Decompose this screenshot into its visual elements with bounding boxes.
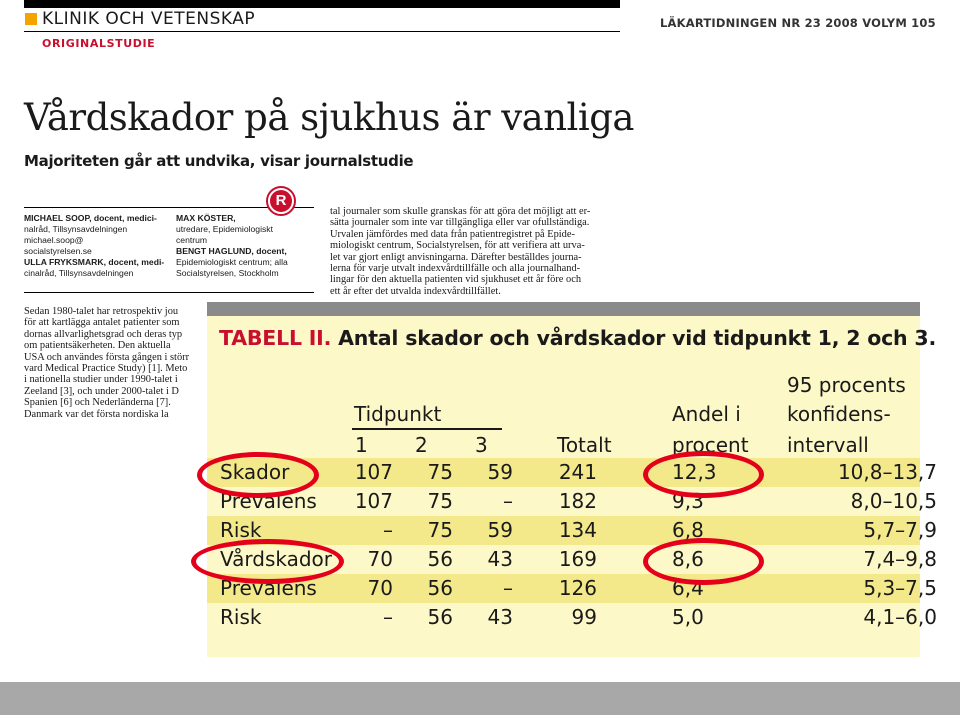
cell-ci: 10,8–13,7: [837, 460, 937, 484]
highlight-circle-skador-percent: [643, 451, 764, 498]
reviewed-badge-icon: R: [266, 186, 296, 216]
header-andel-line-2: procent: [672, 433, 749, 457]
author-line: cinalråd, Tillsynsavdelningen: [24, 268, 134, 278]
journal-issue-label: LÄKARTIDNINGEN NR 23 2008 VOLYM 105: [660, 16, 936, 30]
row-label: Prevalens: [220, 489, 317, 513]
cell-percent: 8,6: [672, 547, 704, 571]
author-line: nalråd, Tillsynsavdelningen: [24, 224, 128, 234]
body-line: sätta journaler som inte var tillgängliga eller var ofullständiga.: [330, 217, 590, 229]
author-line: Epidemiologiskt centrum; alla: [176, 257, 288, 267]
author-line: ULLA FRYKSMARK, docent, medi-: [24, 257, 165, 267]
article-subtitle: Majoriteten går att undvika, visar journalstudie: [24, 152, 414, 170]
cell-total: 126: [558, 576, 597, 600]
header-top-bar: [24, 0, 620, 8]
cell-tp2: 75: [427, 460, 453, 484]
table-title: [219, 326, 936, 350]
body-line: ett år efter det utvalda indexvårdtillfället.: [330, 285, 501, 297]
author-rule-bottom: [24, 292, 314, 293]
highlight-circle-vardskador: [191, 539, 344, 584]
header-tidpunkt-1: 1: [355, 433, 368, 457]
cell-tp2: 56: [427, 605, 453, 629]
header-tidpunkt-2: 2: [415, 433, 428, 457]
body-line: Danmark var det första nordiska la: [24, 408, 169, 420]
author-line: Socialstyrelsen, Stockholm: [176, 268, 279, 278]
cell-tp1: 70: [367, 547, 393, 571]
row-label: Risk: [220, 518, 262, 542]
slide-footer-bar: [0, 682, 960, 715]
cell-ci: 5,7–7,9: [863, 518, 937, 542]
cell-total: 241: [558, 460, 597, 484]
author-email-line: michael.soop@: [24, 235, 84, 245]
section-label: KLINIK OCH VETENSKAP: [42, 9, 256, 29]
body-line: Spanien [6] och Nederländerna [7].: [24, 397, 171, 409]
row-label: Risk: [220, 605, 262, 629]
header-tidpunkt: Tidpunkt: [354, 402, 442, 426]
authors-column-2: [176, 213, 316, 279]
body-line: om patientsäkerheten. Den aktuella: [24, 340, 171, 352]
cell-tp1: 70: [367, 576, 393, 600]
author-line: BENGT HAGLUND, docent,: [176, 246, 287, 256]
header-totalt: Totalt: [557, 433, 612, 457]
body-line: Sedan 1980-talet har retrospektiv jou: [24, 306, 179, 317]
header-ci-line-3: intervall: [787, 433, 869, 457]
cell-tp1: 107: [354, 489, 393, 513]
body-line: let var gjort enligt anvisningarna. Därefter beställdes journa-: [330, 251, 582, 263]
authors-column-1: [24, 213, 174, 279]
table-row-risk: [207, 603, 937, 632]
body-line: Urvalen jämfördes med data från patientregistret på Epide-: [330, 228, 575, 240]
table-row-prevalens: [207, 487, 937, 516]
header-tidpunkt-rule: [352, 428, 502, 430]
cell-percent: 9,3: [672, 489, 704, 513]
body-line: i nationella studier under 1990-talet i: [24, 374, 178, 386]
table-number: TABELL II.: [219, 326, 332, 350]
cell-total: 99: [571, 605, 597, 629]
row-label: Skador: [220, 460, 290, 484]
section-marker-square: [25, 13, 37, 25]
table-top-bar: [207, 302, 920, 316]
cell-ci: 8,0–10,5: [850, 489, 937, 513]
header-ci-line-1: 95 procents: [787, 373, 906, 397]
cell-tp3: 59: [487, 460, 513, 484]
cell-percent: 6,4: [672, 576, 704, 600]
body-text-left-column: [24, 306, 206, 434]
table-caption: Antal skador och vårdskador vid tidpunkt 1, 2 och 3.: [331, 326, 937, 350]
header-ci-line-2: konfidens-: [787, 402, 891, 426]
cell-tp3: –: [503, 489, 513, 513]
cell-percent: 6,8: [672, 518, 704, 542]
body-line: vard Medical Practice Study) [1]. Meto: [24, 363, 188, 375]
body-line: för att kartlägga antalet patienter som: [24, 317, 180, 329]
author-email-line: socialstyrelsen.se: [24, 246, 92, 256]
cell-tp2: 56: [427, 576, 453, 600]
header-andel-line-1: Andel i: [672, 402, 741, 426]
header-tidpunkt-3: 3: [475, 433, 488, 457]
author-line: centrum: [176, 235, 208, 245]
cell-total: 182: [558, 489, 597, 513]
highlight-circle-skador: [197, 452, 319, 498]
cell-tp3: 43: [487, 605, 513, 629]
body-line: Zeeland [3], och under 2000-talet i D: [24, 385, 179, 397]
body-line: dornas allvarlighetsgrad och deras typ: [24, 328, 183, 340]
body-line: tal journaler som skulle granskas för att göra det möjligt att er-: [330, 206, 591, 217]
cell-tp1: –: [383, 518, 393, 542]
body-line: miologiskt centrum, Socialstyrelsen, för att verifiera att urva-: [330, 240, 585, 252]
author-line: MAX KÖSTER,: [176, 213, 236, 223]
cell-ci: 7,4–9,8: [863, 547, 937, 571]
cell-total: 134: [558, 518, 597, 542]
cell-percent: 5,0: [672, 605, 704, 629]
cell-tp3: 43: [487, 547, 513, 571]
cell-tp2: 56: [427, 547, 453, 571]
cell-ci: 4,1–6,0: [863, 605, 937, 629]
body-line: USA och användes första gången i störr: [24, 351, 190, 363]
row-label: Prevalens: [220, 576, 317, 600]
cell-tp3: –: [503, 576, 513, 600]
cell-tp2: 75: [427, 518, 453, 542]
row-label: Vårdskador: [220, 547, 333, 571]
article-title: Vårdskador på sjukhus är vanliga: [24, 96, 634, 139]
highlight-circle-vardskador-percent: [643, 538, 764, 585]
cell-ci: 5,3–7,5: [863, 576, 937, 600]
author-line: utredare, Epidemiologiskt: [176, 224, 273, 234]
table-row-risk: [207, 516, 937, 545]
body-line: lingar för den aktuella patienten vid sjukhuset ett år före och: [330, 274, 582, 286]
cell-tp2: 75: [427, 489, 453, 513]
body-text-right-column: [330, 206, 622, 297]
article-type-label: ORIGINALSTUDIE: [42, 37, 156, 50]
cell-tp1: –: [383, 605, 393, 629]
cell-percent: 12,3: [672, 460, 717, 484]
author-line: MICHAEL SOOP, docent, medici-: [24, 213, 157, 223]
cell-total: 169: [558, 547, 597, 571]
header-rule: [24, 31, 620, 32]
cell-tp1: 107: [354, 460, 393, 484]
cell-tp3: 59: [487, 518, 513, 542]
body-line: lerna för varje utvalt indexvårdtillfälle och alla journalhand-: [330, 263, 581, 275]
